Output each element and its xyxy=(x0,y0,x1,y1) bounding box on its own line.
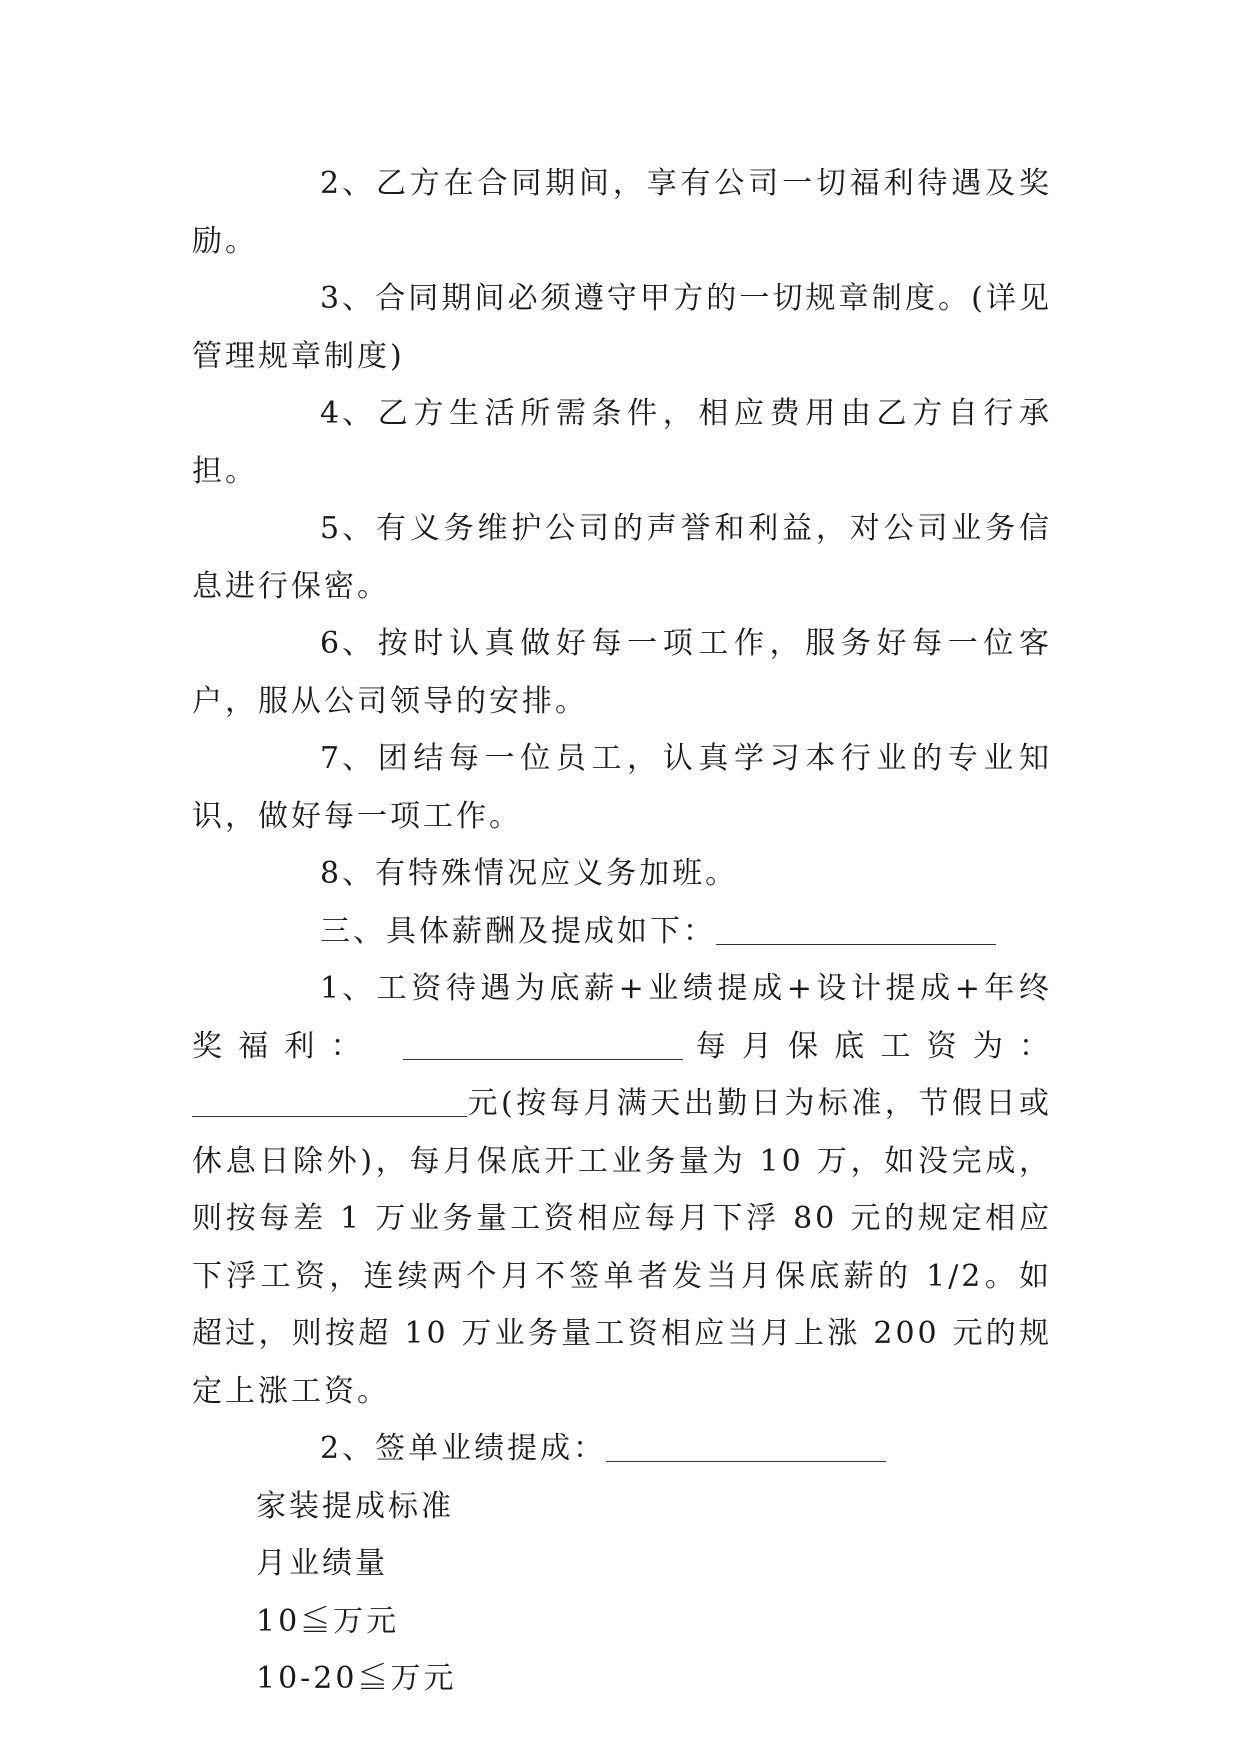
monthly-base-label: 每月保底工资为： xyxy=(682,1028,1053,1064)
salary-clause-2 xyxy=(192,1420,1052,1478)
tier-2-line: 10-20≦万元 xyxy=(256,1661,457,1696)
clause-7 xyxy=(192,730,1052,845)
clause-number: 6、 xyxy=(320,626,376,661)
salary-clause-1 xyxy=(192,960,1052,1420)
section-number: 三、 xyxy=(320,913,386,949)
clause-text: 团结每一位员工，认真学习本行业的专业知识，做好每一项工作。 xyxy=(192,741,1052,834)
clause-text: 乙方在合同期间，享有公司一切福利待遇及奖励。 xyxy=(192,166,1052,259)
base-salary-blank[interactable] xyxy=(192,1086,467,1117)
clause-6 xyxy=(192,615,1052,730)
monthly-performance-line: 月业绩量 xyxy=(256,1546,388,1581)
clause-number: 4、 xyxy=(320,396,376,431)
clause-text: 合同期间必须遵守甲方的一切规章制度。(详见管理规章制度) xyxy=(192,281,1052,374)
clause-number: 2、 xyxy=(320,166,376,201)
clause-number: 3、 xyxy=(320,281,376,316)
fill-in-blank[interactable] xyxy=(716,914,996,945)
section-3-heading xyxy=(192,903,1052,961)
clause-text: 有特殊情况应义务加班。 xyxy=(375,856,739,891)
clause-text: 工资待遇为底薪+业绩提成+设计提成+年终奖福利： xyxy=(192,971,1052,1064)
section-title: 具体薪酬及提成如下： xyxy=(386,913,716,949)
clause-text: 有义务维护公司的声誉和利益，对公司业务信息进行保密。 xyxy=(192,511,1052,604)
clause-number: 7、 xyxy=(320,741,376,776)
clause-4 xyxy=(192,385,1052,500)
fill-in-blank[interactable] xyxy=(403,1029,683,1060)
commission-standard-line: 家装提成标准 xyxy=(256,1488,454,1524)
clause-number: 5、 xyxy=(320,511,376,546)
clause-detail: (按每月满天出勤日为标准，节假日或休息日除外)，每月保底开工业务量为 10 万，如没完成，则按每差 1 万业务量工资相应每月下浮 80 元的规定相应下浮工资，连续两个月不签单者发当月保底薪的 1/2。如超过，则按超 10 万业务量工资相应当月上涨 200 元的规定上涨工资。 xyxy=(192,1086,1052,1409)
clause-3 xyxy=(192,270,1052,385)
clause-text: 按时认真做好每一项工作，服务好每一位客户，服从公司领导的安排。 xyxy=(192,626,1052,719)
clause-text: 签单业绩提成： xyxy=(375,1431,607,1466)
clause-2 xyxy=(192,155,1052,270)
tier-1-line: 10≦万元 xyxy=(256,1603,400,1639)
unit-label: 元 xyxy=(467,1086,502,1121)
clause-number: 2、 xyxy=(320,1431,376,1466)
clause-number: 1、 xyxy=(320,971,376,1006)
clause-8 xyxy=(192,845,1052,903)
document-body xyxy=(192,155,1052,1708)
clause-5 xyxy=(192,500,1052,615)
clause-number: 8、 xyxy=(320,856,376,891)
fill-in-blank[interactable] xyxy=(606,1431,886,1462)
clause-text: 乙方生活所需条件，相应费用由乙方自行承担。 xyxy=(192,396,1052,489)
